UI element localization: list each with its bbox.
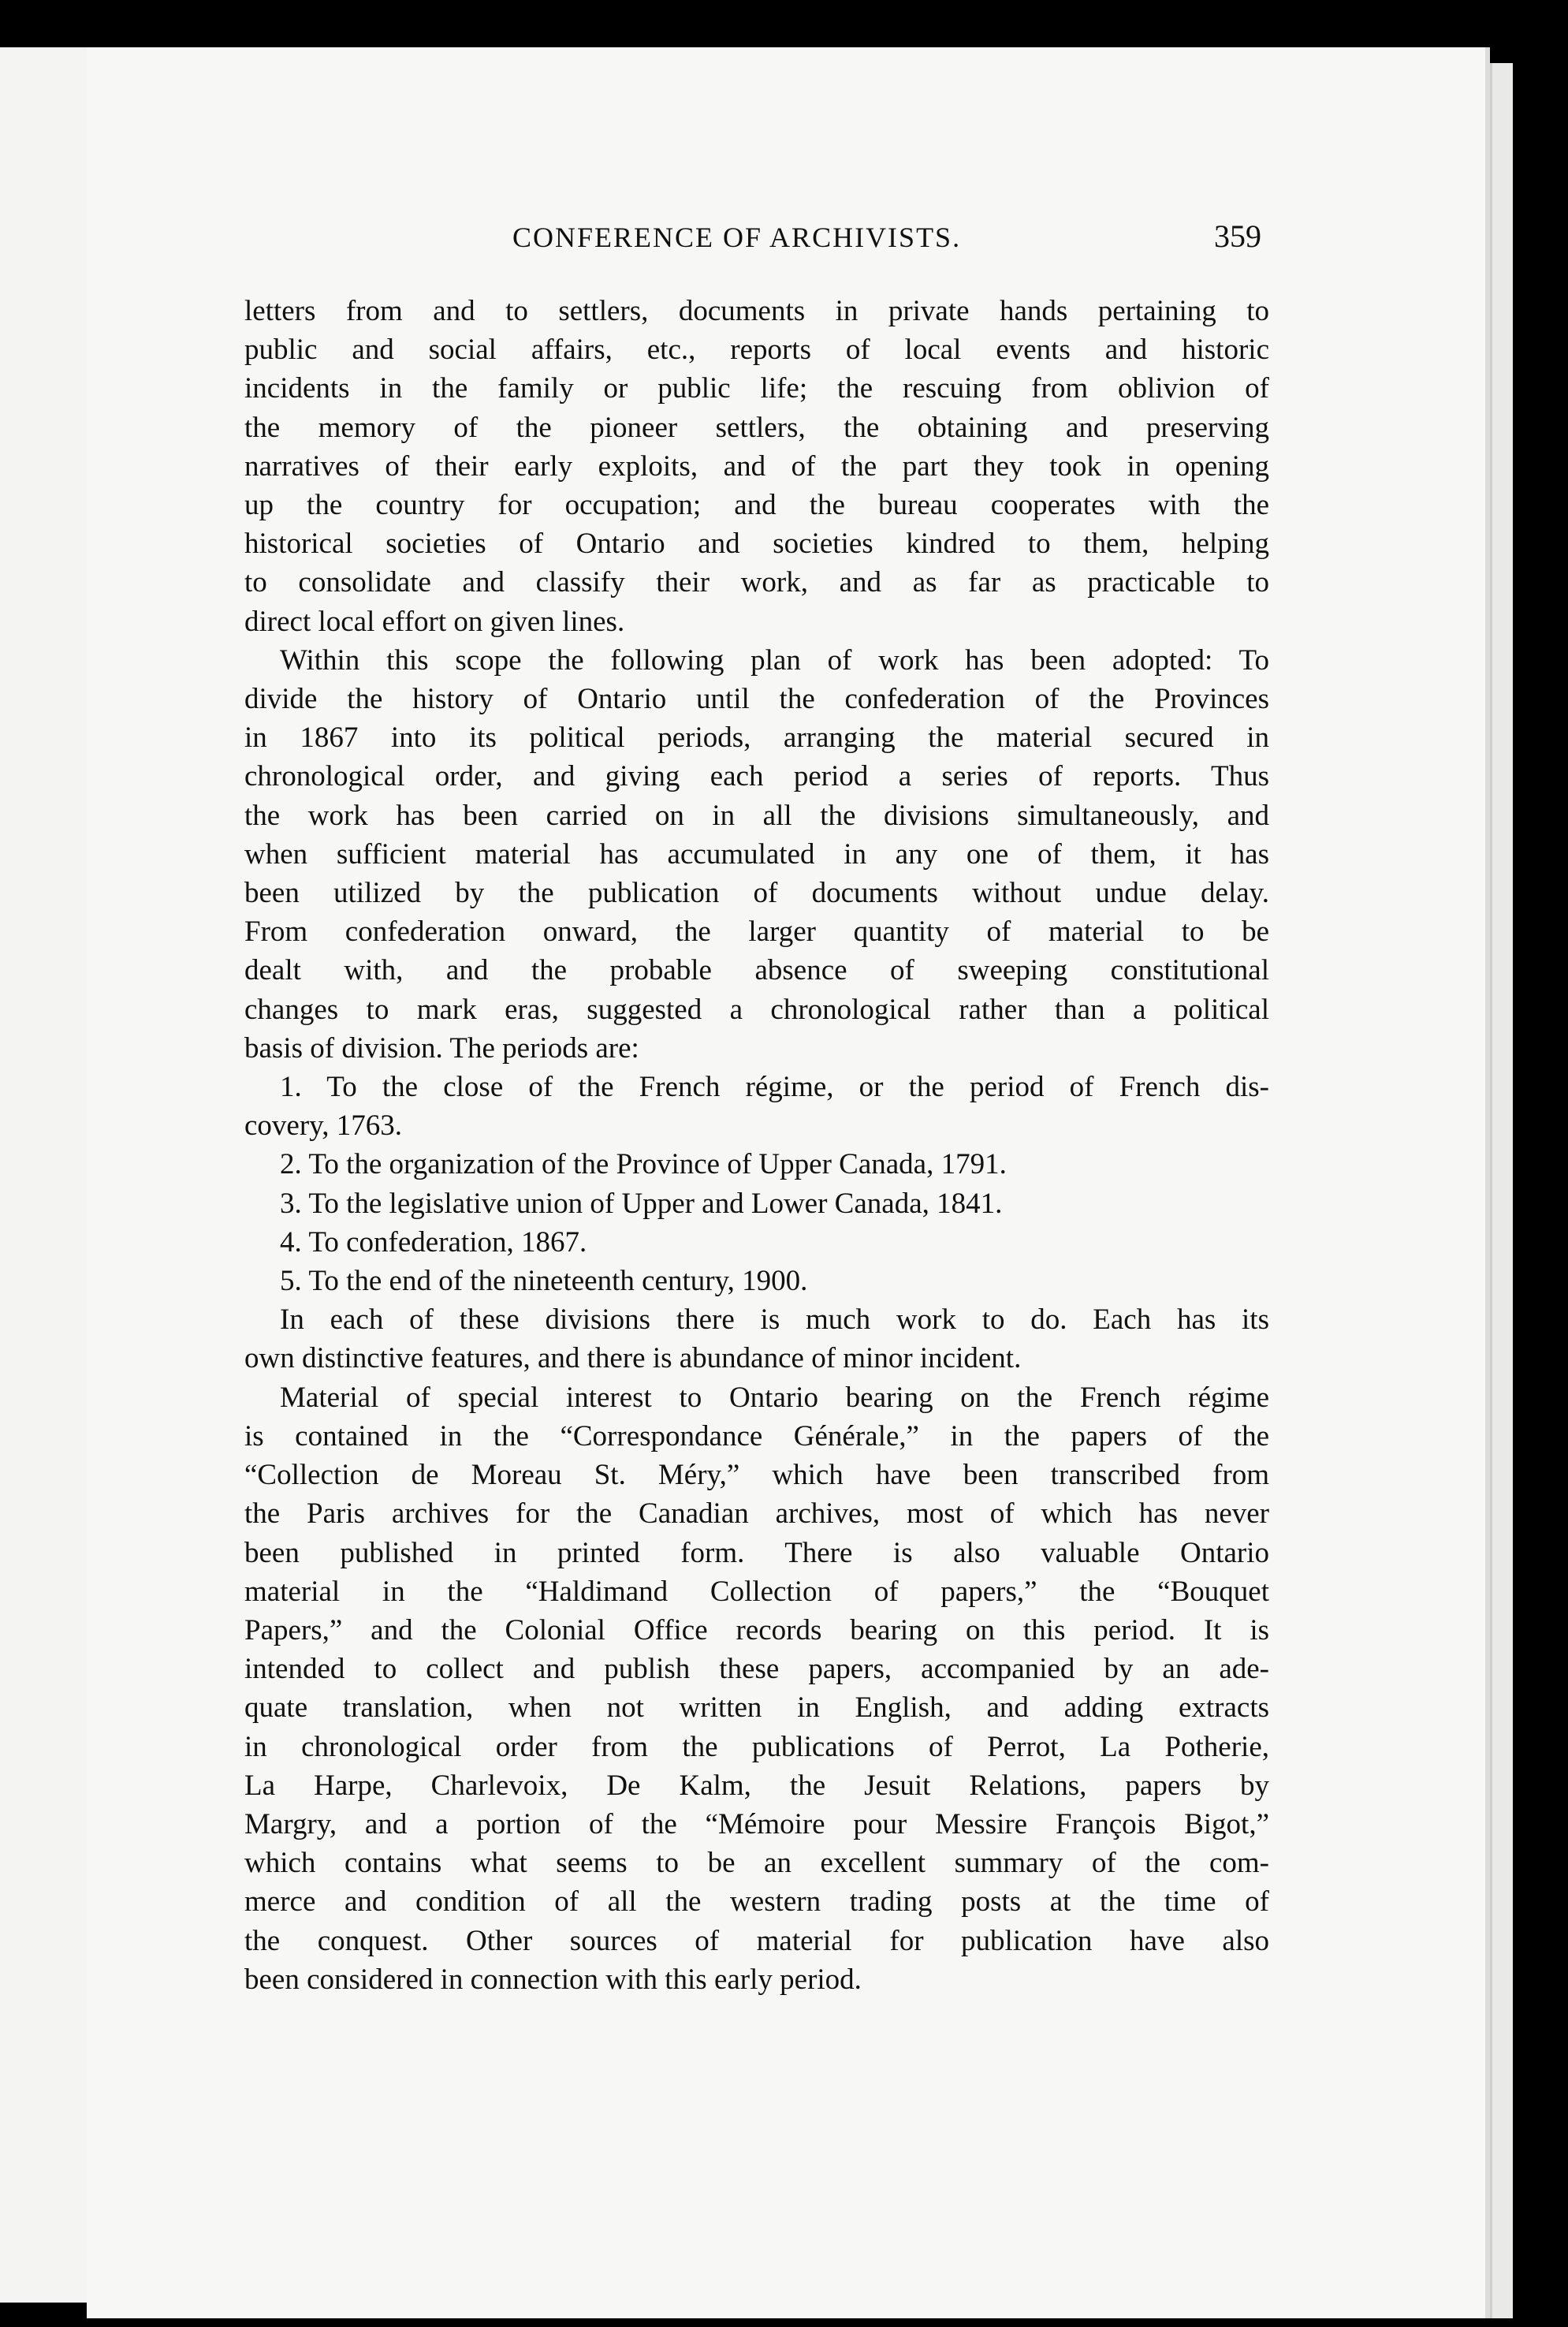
text-line: Papers,” and the Colonial Office records bearing on this period. It is xyxy=(244,1613,1269,1646)
text-line: changes to mark eras, suggested a chronological rather than a political xyxy=(244,993,1269,1026)
text-line: own distinctive features, and there is abundance of minor incident. xyxy=(244,1342,1022,1375)
text-line: been considered in connection with this early period. xyxy=(244,1963,862,1996)
text-line: direct local effort on given lines. xyxy=(244,605,625,638)
text-line: Margry, and a portion of the “Mémoire pour Messire François Bigot,” xyxy=(244,1807,1269,1840)
body-text xyxy=(244,292,1269,1999)
text-line: up the country for occupation; and the bureau cooperates with the xyxy=(244,489,1269,522)
text-line: narratives of their early exploits, and of the part they took in opening xyxy=(244,449,1269,483)
list-item: 1. To the close of the French régime, or the period of French dis- xyxy=(280,1071,1269,1104)
text-line: the work has been carried on in all the divisions simultaneously, and xyxy=(244,799,1269,832)
text-line: historical societies of Ontario and societies kindred to them, helping xyxy=(244,528,1269,561)
facing-page-edge xyxy=(0,47,99,2303)
page-stack-edge xyxy=(1490,63,1513,2318)
text-line: to consolidate and classify their work, and as far as practicable to xyxy=(244,566,1269,599)
text-line: been utilized by the publication of documents without undue delay. xyxy=(244,877,1269,910)
text-line: In each of these divisions there is much work to do. Each has its xyxy=(280,1303,1269,1337)
text-line: public and social affairs, etc., reports of local events and historic xyxy=(244,334,1269,367)
page-number: 359 xyxy=(1214,218,1261,254)
text-line: Material of special interest to Ontario bearing on the French régime xyxy=(280,1381,1269,1414)
text-line: basis of division. The periods are: xyxy=(244,1031,639,1065)
text-line: Within this scope the following plan of work has been adopted: To xyxy=(280,643,1269,677)
list-item: 4. To confederation, 1867. xyxy=(280,1225,587,1259)
text-line: merce and condition of all the western trading posts at the time of xyxy=(244,1885,1269,1919)
text-line: quate translation, when not written in English, and adding extracts xyxy=(244,1691,1269,1725)
text-line: La Harpe, Charlevoix, De Kalm, the Jesuit Relations, papers by xyxy=(244,1769,1269,1802)
list-item: 2. To the organization of the Province of Upper Canada, 1791. xyxy=(280,1148,1007,1181)
text-line: in chronological order from the publications of Perrot, La Potherie, xyxy=(244,1730,1269,1763)
text-line: the Paris archives for the Canadian archives, most of which has never xyxy=(244,1497,1269,1531)
text-line: chronological order, and giving each period a series of reports. Thus xyxy=(244,760,1269,793)
text-line: the memory of the pioneer settlers, the obtaining and preserving xyxy=(244,411,1269,444)
list-item: 5. To the end of the nineteenth century, 1900. xyxy=(280,1265,808,1298)
list-item-continuation: covery, 1763. xyxy=(244,1109,403,1143)
running-header: CONFERENCE OF ARCHIVISTS. xyxy=(512,222,962,253)
text-line: which contains what seems to be an excellent summary of the com- xyxy=(244,1847,1269,1880)
text-line: been published in printed form. There is also valuable Ontario xyxy=(244,1536,1269,1569)
text-line: material in the “Haldimand Collection of papers,” the “Bouquet xyxy=(244,1575,1269,1608)
text-line: the conquest. Other sources of material for publication have also xyxy=(244,1924,1269,1957)
text-line: letters from and to settlers, documents in private hands pertaining to xyxy=(244,295,1269,327)
text-line: divide the history of Ontario until the confederation of the Provinces xyxy=(244,683,1269,716)
text-line: in 1867 into its political periods, arranging the material secured in xyxy=(244,722,1269,755)
text-line: dealt with, and the probable absence of sweeping constitutional xyxy=(244,954,1269,987)
text-line: is contained in the “Correspondance Générale,” in the papers of the xyxy=(244,1419,1269,1453)
list-item: 3. To the legislative union of Upper and Lower Canada, 1841. xyxy=(280,1187,1003,1220)
text-line: when sufficient material has accumulated in any one of them, it has xyxy=(244,837,1269,871)
text-line: intended to collect and publish these papers, accompanied by an ade- xyxy=(244,1653,1269,1686)
text-line: incidents in the family or public life; the rescuing from oblivion of xyxy=(244,372,1269,405)
text-line: “Collection de Moreau St. Méry,” which have been transcribed from xyxy=(244,1459,1269,1492)
text-line: From confederation onward, the larger quantity of material to be xyxy=(244,916,1269,949)
